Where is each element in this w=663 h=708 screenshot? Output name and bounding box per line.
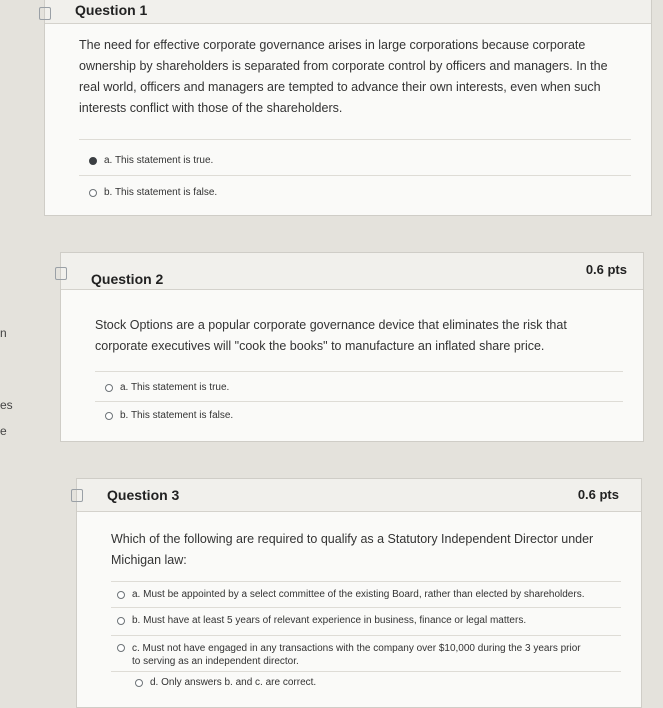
- flag-icon[interactable]: [71, 489, 83, 502]
- radio-icon[interactable]: [105, 412, 113, 420]
- answer-label: d. Only answers b. and c. are correct.: [150, 677, 317, 688]
- divider: [95, 371, 623, 372]
- question-3-answer-d[interactable]: [135, 677, 535, 688]
- question-1-answer-a[interactable]: [89, 155, 213, 166]
- answer-label: b. Must have at least 5 years of relevant experience in business, finance or legal matters.: [132, 615, 527, 626]
- question-1-answer-b[interactable]: [89, 187, 217, 198]
- answer-label: b. This statement is false.: [104, 187, 218, 198]
- radio-icon[interactable]: [135, 679, 143, 687]
- radio-selected-icon[interactable]: [89, 157, 97, 165]
- radio-icon[interactable]: [105, 384, 113, 392]
- answer-label: a. This statement is true.: [104, 155, 214, 166]
- question-3-title: Question 3: [107, 487, 180, 503]
- question-3-points: 0.6 pts: [577, 487, 619, 502]
- side-fragment-1: n: [0, 326, 7, 340]
- answer-label: a. Must be appointed by a select committee of the existing Board, rather than elected by shareholders.: [132, 589, 585, 600]
- side-fragment-2: es: [0, 398, 13, 412]
- divider: [111, 607, 621, 608]
- question-2-answer-a[interactable]: [105, 382, 229, 393]
- question-1-title: Question 1: [75, 2, 148, 18]
- question-2-card: [60, 252, 644, 442]
- question-1-text: The need for effective corporate governance arises in large corporations because corporate ownership by shareholders is separated from corporate control by officers and managers. In the real world, officers and managers are tempted to advance their own interests, even when such interests conflict with those of the shareholders.: [79, 38, 608, 115]
- question-3-text: Which of the following are required to qualify as a Statutory Independent Director under Michigan law:: [111, 532, 594, 567]
- radio-icon[interactable]: [117, 591, 125, 599]
- question-3-answer-b[interactable]: [117, 615, 617, 626]
- question-1-header: [45, 0, 651, 24]
- divider: [95, 401, 623, 402]
- flag-icon[interactable]: [55, 267, 67, 280]
- question-3-answer-a[interactable]: [117, 589, 617, 600]
- radio-icon[interactable]: [117, 617, 125, 625]
- divider: [79, 175, 631, 176]
- question-2-answer-b[interactable]: [105, 410, 233, 421]
- radio-icon[interactable]: [117, 644, 125, 652]
- question-1-card: [44, 0, 652, 216]
- question-3-card: [76, 478, 642, 708]
- question-2-text: Stock Options are a popular corporate governance device that eliminates the risk that corporate executives will "cook the books" to manufacture an inflated share price.: [95, 318, 567, 353]
- question-2-title: Question 2: [91, 271, 164, 287]
- answer-label: b. This statement is false.: [120, 410, 234, 421]
- divider: [111, 635, 621, 636]
- divider: [111, 671, 621, 672]
- answer-label: a. This statement is true.: [120, 382, 230, 393]
- side-fragment-3: e: [0, 424, 7, 438]
- question-3-header: [77, 479, 641, 512]
- flag-icon[interactable]: [39, 7, 51, 20]
- divider: [79, 139, 631, 140]
- question-3-answer-c[interactable]: [117, 642, 587, 668]
- question-2-points: 0.6 pts: [585, 262, 627, 277]
- answer-label: c. Must not have engaged in any transactions with the company over $10,000 during the 3 years prior to serving as an independent director.: [132, 643, 581, 667]
- question-2-header: [61, 253, 643, 290]
- divider: [111, 581, 621, 582]
- radio-icon[interactable]: [89, 189, 97, 197]
